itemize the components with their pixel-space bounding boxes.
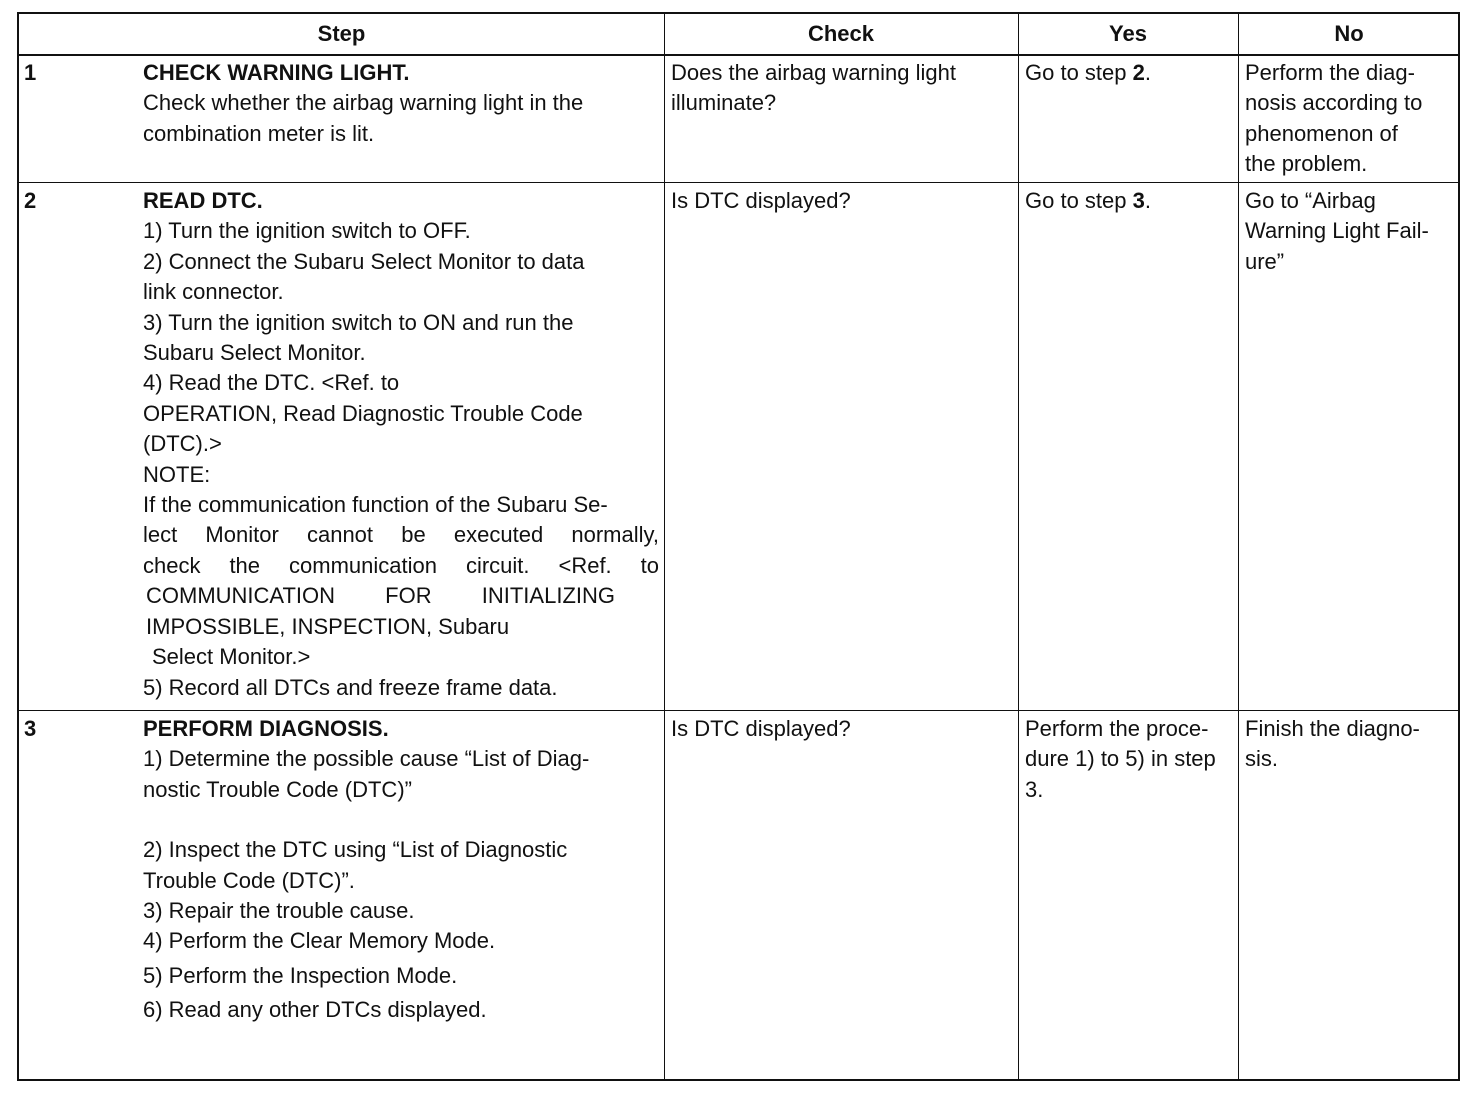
step-text-line: 2) Connect the Subaru Select Monitor to data [143,248,585,274]
yes-step-number: 3 [1132,188,1145,213]
step-3-no [1245,714,1457,775]
no-text-line: ure” [1245,248,1285,274]
no-text-line: the problem. [1245,151,1368,177]
header-check: Check [807,21,875,46]
step-2-yes [1025,186,1235,216]
step-2-check [671,186,1013,216]
step-2-no [1245,186,1457,277]
step-title: CHECK WARNING LIGHT. [143,60,410,85]
yes-text-line: Perform the proce- [1025,716,1209,741]
header-step: Step [317,21,366,46]
step-3-yes [1025,714,1235,805]
step-text-line: 3) Turn the ignition switch to ON and run the [143,309,574,335]
note-label: NOTE: [143,461,211,487]
step-title: READ DTC. [143,188,263,213]
step-text-line: nostic Trouble Code (DTC)” [143,776,412,802]
row-divider [19,710,1458,711]
row-divider [19,182,1458,183]
yes-text: Go to step [1025,188,1133,213]
step-text-line: 2) Inspect the DTC using “List of Diagnostic [143,837,568,863]
note-text-line: IMPOSSIBLE, INSPECTION, Subaru [146,613,510,639]
yes-step-number: 2 [1132,60,1145,85]
yes-text-suffix: . [1144,60,1151,85]
header-divider [19,54,1458,56]
step-text-line: (DTC).> [143,431,222,457]
yes-text-line: 3. [1025,776,1044,802]
step-1-yes [1025,58,1235,88]
step-1-description [143,58,659,149]
step-title: PERFORM DIAGNOSIS. [143,716,389,741]
step-text-line: OPERATION, Read Diagnostic Trouble Code [143,400,583,426]
step-text-line: 1) Turn the ignition switch to OFF. [143,218,471,244]
step-text-line: 5) Perform the Inspection Mode. [143,962,458,988]
step-text-line: 6) Read any other DTCs displayed. [143,997,487,1023]
step-1-no [1245,58,1457,180]
step-text-line: 3) Repair the trouble cause. [143,898,415,924]
step-text-line: 4) Read the DTC. <Ref. to [143,370,400,396]
step-text-line: 4) Perform the Clear Memory Mode. [143,928,496,954]
step-text-line: Trouble Code (DTC)”. [143,867,355,893]
step-text-line: Check whether the airbag warning light in the [143,90,584,116]
step-number: 1 [24,60,37,85]
step-text-line: link connector. [143,279,284,305]
no-text-line: nosis according to [1245,90,1423,116]
step-text-line: 5) Record all DTCs and freeze frame data. [143,674,558,700]
column-divider [1018,14,1019,1079]
yes-text-suffix: . [1144,188,1151,213]
check-text-line: Is DTC displayed? [671,188,851,213]
step-text-line: 1) Determine the possible cause “List of Diag- [143,746,590,772]
no-text-line: Warning Light Fail- [1245,218,1429,244]
header-no: No [1334,21,1364,46]
step-2-description [143,186,659,703]
step-3-check [671,714,1013,744]
note-text-line: Select Monitor.> [152,644,311,670]
no-text-line: Finish the diagno- [1245,716,1420,741]
step-text-line: Subaru Select Monitor. [143,340,366,366]
no-text-line: sis. [1245,746,1278,772]
note-text-line: lect Monitor cannot be executed normally, [143,522,659,548]
no-text-line: Perform the diag- [1245,60,1415,85]
step-number: 2 [24,188,37,213]
step-3-description [143,714,659,1026]
step-1-check [671,58,1013,119]
spacer [143,805,659,835]
check-text-line: Is DTC displayed? [671,716,851,741]
step-text-line: combination meter is lit. [143,120,375,146]
column-divider [664,14,665,1079]
no-text-line: phenomenon of [1245,120,1398,146]
note-text-line: If the communication function of the Subaru Se- [143,492,608,518]
check-text-line: illuminate? [671,90,777,116]
note-text-line: COMMUNICATION FOR INITIALIZING [146,583,615,609]
check-text-line: Does the airbag warning light [671,60,956,85]
note-text-line: check the communication circuit. <Ref. to [143,552,659,578]
column-divider [1238,14,1239,1079]
header-yes: Yes [1109,21,1147,46]
step-number: 3 [24,716,37,741]
diagnosis-table [17,12,1460,1081]
no-text-line: Go to “Airbag [1245,188,1376,213]
yes-text-line: dure 1) to 5) in step [1025,746,1216,772]
yes-text: Go to step [1025,60,1133,85]
